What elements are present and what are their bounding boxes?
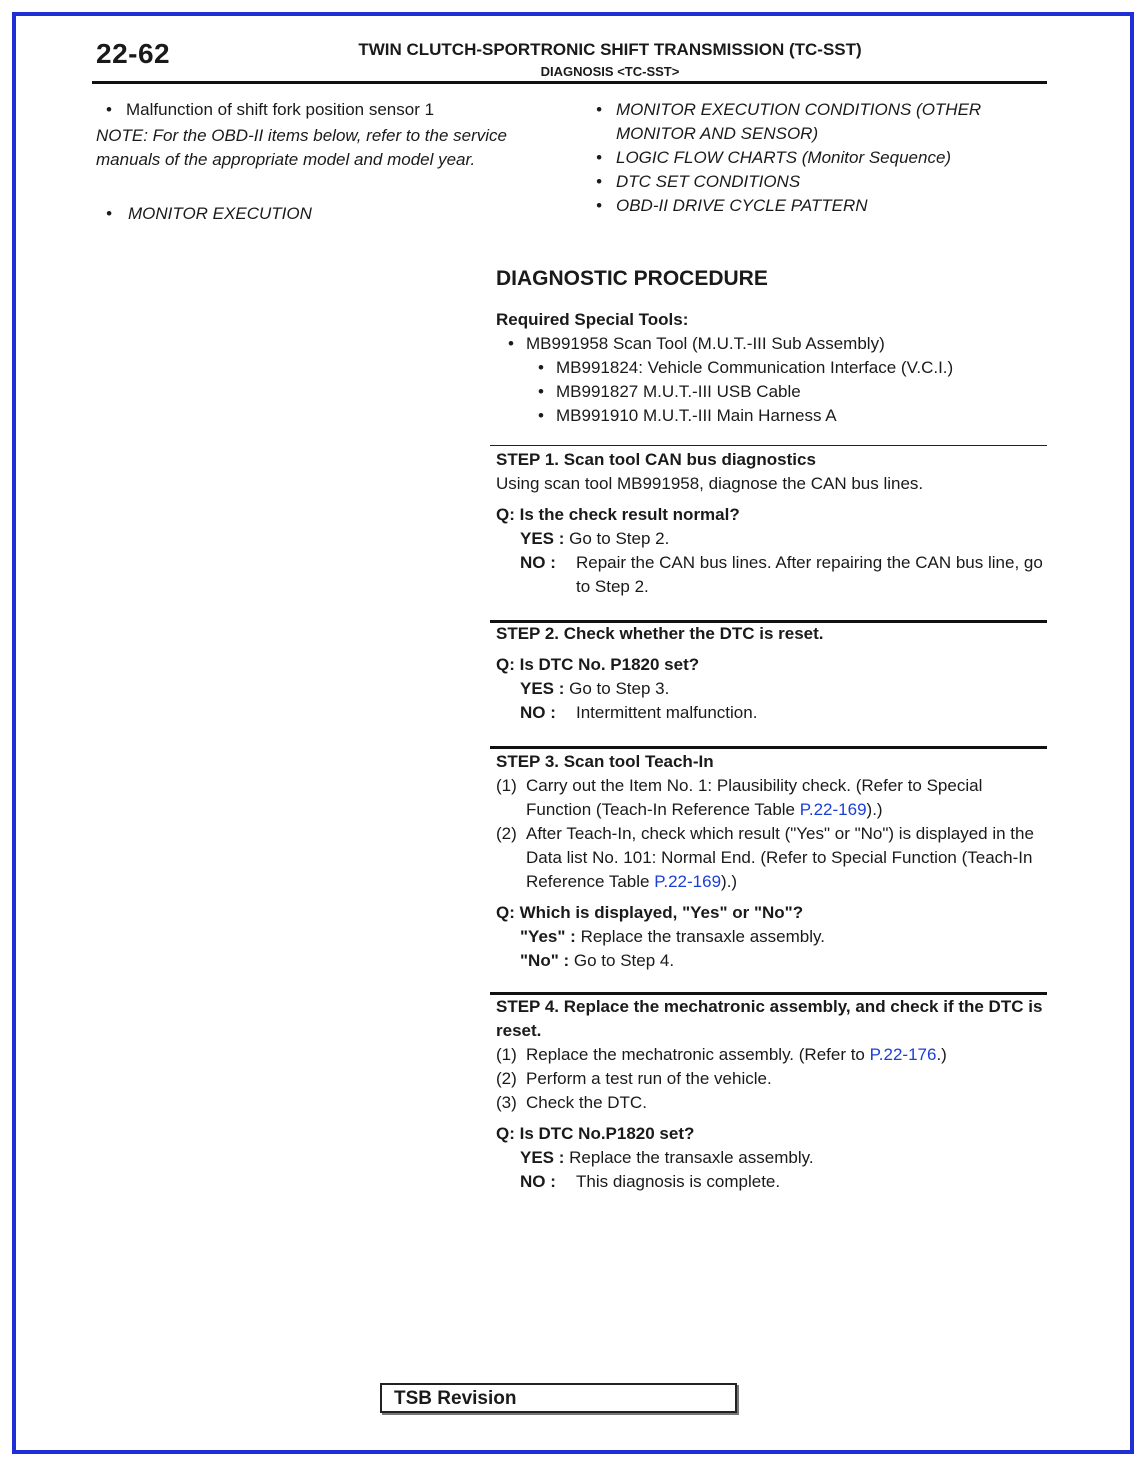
page-title: TWIN CLUTCH-SPORTRONIC SHIFT TRANSMISSION (TC-SST) [358, 40, 862, 59]
procedure-item [496, 1043, 1048, 1067]
answer-key: YES : [520, 1148, 565, 1167]
answer-key: YES : [520, 529, 565, 548]
tsb-revision-box: TSB Revision [380, 1383, 737, 1413]
required-tools [496, 308, 1056, 428]
section-title: DIAGNOSTIC PROCEDURE [496, 267, 768, 290]
item-text: Check the DTC. [526, 1093, 647, 1112]
item-number: (2) [496, 824, 517, 843]
answer-no [520, 1170, 1048, 1194]
list-item: • MONITOR EXECUTION CONDITIONS (OTHER MONITOR AND SENSOR) [594, 98, 1054, 146]
answer-value: Repair the CAN bus lines. After repairing the CAN bus line, go to Step 2. [576, 553, 1043, 596]
page-subtitle: DIAGNOSIS <TC-SST> [540, 64, 680, 79]
step-title: STEP 2. Check whether the DTC is reset. [496, 624, 824, 643]
item-text-tail: ).) [866, 800, 883, 819]
procedure-item [496, 1091, 1048, 1115]
procedure-item [496, 822, 1048, 894]
step3-divider [490, 746, 1047, 749]
step-question: Q: Which is displayed, "Yes" or "No"? [496, 903, 804, 922]
answer-value: Replace the transaxle assembly. [569, 1148, 814, 1167]
step1-divider [490, 445, 1047, 446]
tool-sub-item: • MB991827 M.U.T.-III USB Cable [496, 380, 1056, 404]
answer-yes [520, 925, 1048, 949]
step-question: Q: Is the check result normal? [496, 505, 740, 524]
step-title: STEP 3. Scan tool Teach-In [496, 752, 714, 771]
page-frame [12, 12, 1134, 1454]
answer-value: Go to Step 3. [569, 679, 670, 698]
tools-heading: Required Special Tools: [496, 310, 689, 329]
answer-value: Replace the transaxle assembly. [580, 927, 825, 946]
reference-link[interactable]: P.22-169 [654, 872, 722, 891]
answer-value: This diagnosis is complete. [576, 1172, 781, 1191]
list-item: • LOGIC FLOW CHARTS (Monitor Sequence) [594, 146, 1054, 170]
tool-sub-item: • MB991824: Vehicle Communication Interface (V.C.I.) [496, 356, 1056, 380]
page-number: 22-62 [96, 38, 171, 69]
reference-link[interactable]: P.22-176 [869, 1045, 937, 1064]
answer-yes [520, 527, 1048, 551]
obd-items-list [594, 98, 1054, 218]
answer-value: Go to Step 4. [573, 951, 675, 970]
item-text-tail: .) [936, 1045, 947, 1064]
step-title: STEP 4. Replace the mechatronic assembly, and check if the DTC is reset. [496, 997, 1043, 1040]
list-item: • OBD-II DRIVE CYCLE PATTERN [594, 194, 1054, 218]
item-text: Replace the mechatronic assembly. (Refer to [526, 1045, 870, 1064]
answer-key: YES : [520, 679, 565, 698]
step-1 [496, 448, 1048, 599]
answer-key: "Yes" : [520, 927, 576, 946]
tool-main: • MB991958 Scan Tool (M.U.T.-III Sub Assembly) [496, 332, 1056, 356]
item-text: Carry out the Item No. 1: Plausibility check. (Refer to Special Function (Teach-In Reference Table [526, 776, 983, 819]
answer-no [520, 701, 1048, 725]
list-item: • DTC SET CONDITIONS [594, 170, 1054, 194]
monitor-execution-bullet: • MONITOR EXECUTION [96, 202, 551, 226]
item-text: Perform a test run of the vehicle. [526, 1069, 772, 1088]
malfunction-bullet: • Malfunction of shift fork position sensor 1 [96, 98, 551, 122]
answer-yes [520, 1146, 1048, 1170]
tool-sub-item: • MB991910 M.U.T.-III Main Harness A [496, 404, 1056, 428]
item-text-tail: ).) [721, 872, 738, 891]
step-title: STEP 1. Scan tool CAN bus diagnostics [496, 450, 816, 469]
answer-no [520, 551, 1048, 599]
answer-no [520, 949, 1048, 973]
header-divider [92, 81, 1047, 84]
answer-value: Intermittent malfunction. [576, 703, 758, 722]
step-body: Using scan tool MB991958, diagnose the CAN bus lines. [496, 474, 924, 493]
step-2 [496, 622, 1048, 725]
answer-key: "No" : [520, 951, 570, 970]
step-4 [496, 995, 1048, 1194]
answer-key: NO : [520, 703, 556, 722]
item-text: After Teach-In, check which result ("Yes" or "No") is displayed in the Data list No. 101: Normal End. (Refer to Special Function (Teach-In Reference Table [526, 824, 1034, 891]
procedure-item [496, 774, 1048, 822]
step-question: Q: Is DTC No. P1820 set? [496, 655, 700, 674]
answer-key: NO : [520, 1172, 556, 1191]
left-column [96, 98, 551, 226]
item-number: (1) [496, 776, 517, 795]
item-number: (2) [496, 1069, 517, 1088]
answer-yes [520, 677, 1048, 701]
item-number: (1) [496, 1045, 517, 1064]
procedure-item [496, 1067, 1048, 1091]
step-3 [496, 750, 1048, 973]
step-question: Q: Is DTC No.P1820 set? [496, 1124, 695, 1143]
answer-key: NO : [520, 553, 556, 572]
reference-link[interactable]: P.22-169 [799, 800, 867, 819]
item-number: (3) [496, 1093, 517, 1112]
answer-value: Go to Step 2. [569, 529, 670, 548]
obd-note: NOTE: For the OBD-II items below, refer to the service manuals of the appropriate model and model year. [96, 126, 507, 169]
